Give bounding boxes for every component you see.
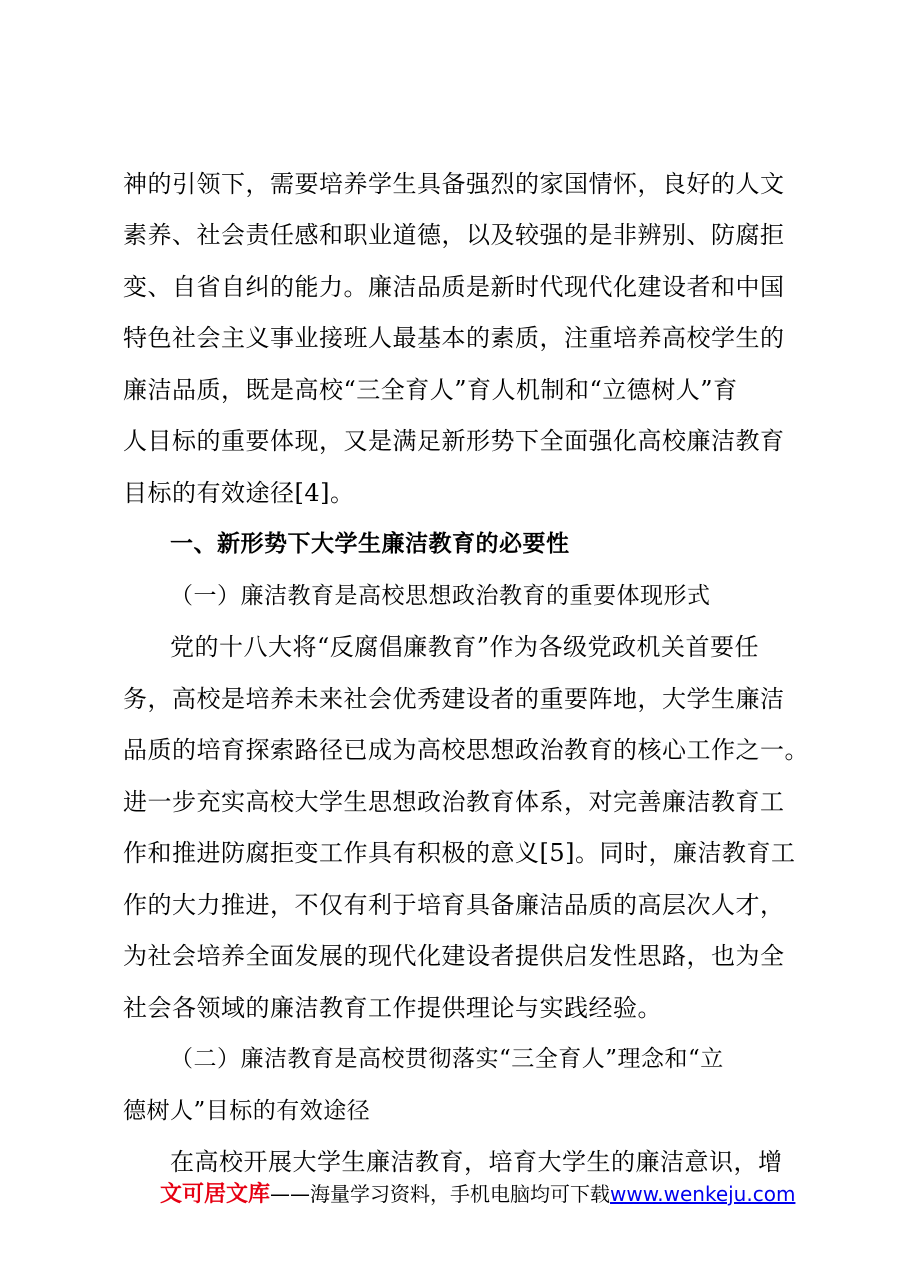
paragraph-line: 社会各领域的廉洁教育工作提供理论与实践经验。 <box>123 994 662 1022</box>
subsection-heading-continued: 德树人”目标的有效途径 <box>123 1098 371 1124</box>
subsection-heading: （二）廉洁教育是高校贯彻落实“三全育人”理念和“立 <box>170 1046 724 1072</box>
footer-brand: 文可居文库 <box>160 1182 271 1207</box>
paragraph-line: 品质的培育探索路径已成为高校思想政治教育的核心工作之一。 <box>123 736 809 764</box>
paragraph-line: 在高校开展大学生廉洁教育，培育大学生的廉洁意识，增 <box>170 1148 783 1176</box>
paragraph-line: 人目标的重要体现，又是满足新形势下全面强化高校廉洁教育 <box>123 427 785 455</box>
paragraph-line: 进一步充实高校大学生思想政治教育体系，对完善廉洁教育工 <box>123 788 785 816</box>
footer-tagline: ——海量学习资料，手机电脑均可下载 <box>270 1182 611 1206</box>
footer-banner <box>160 1180 795 1209</box>
section-heading: 一、新形势下大学生廉洁教育的必要性 <box>170 531 570 557</box>
paragraph-line: 廉洁品质，既是高校“三全育人”育人机制和“立德树人”育 <box>123 376 738 404</box>
footer-site-link[interactable]: www.wenkeju.com <box>610 1182 796 1206</box>
subsection-heading: （一）廉洁教育是高校思想政治教育的重要体现形式 <box>170 583 711 609</box>
paragraph-line: 素养、社会责任感和职业道德，以及较强的是非辨别、防腐拒 <box>123 221 785 249</box>
paragraph-line: 变、自省自纠的能力。廉洁品质是新时代现代化建设者和中国 <box>123 273 785 301</box>
paragraph-line: 目标的有效途径[4]。 <box>123 479 355 507</box>
paragraph-line: 作和推进防腐拒变工作具有积极的意义[5]。同时，廉洁教育工 <box>123 839 796 867</box>
paragraph-line: 务，高校是培养未来社会优秀建设者的重要阵地，大学生廉洁 <box>123 685 785 713</box>
paragraph-line: 作的大力推进，不仅有利于培育具备廉洁品质的高层次人才， <box>123 891 785 919</box>
paragraph-line: 为社会培养全面发展的现代化建设者提供启发性思路，也为全 <box>123 942 785 970</box>
paragraph-line: 党的十八大将“反腐倡廉教育”作为各级党政机关首要任 <box>170 633 760 661</box>
paragraph-line: 特色社会主义事业接班人最基本的素质，注重培养高校学生的 <box>123 324 785 352</box>
paragraph-line: 神的引领下，需要培养学生具备强烈的家国情怀，良好的人文 <box>123 170 785 198</box>
